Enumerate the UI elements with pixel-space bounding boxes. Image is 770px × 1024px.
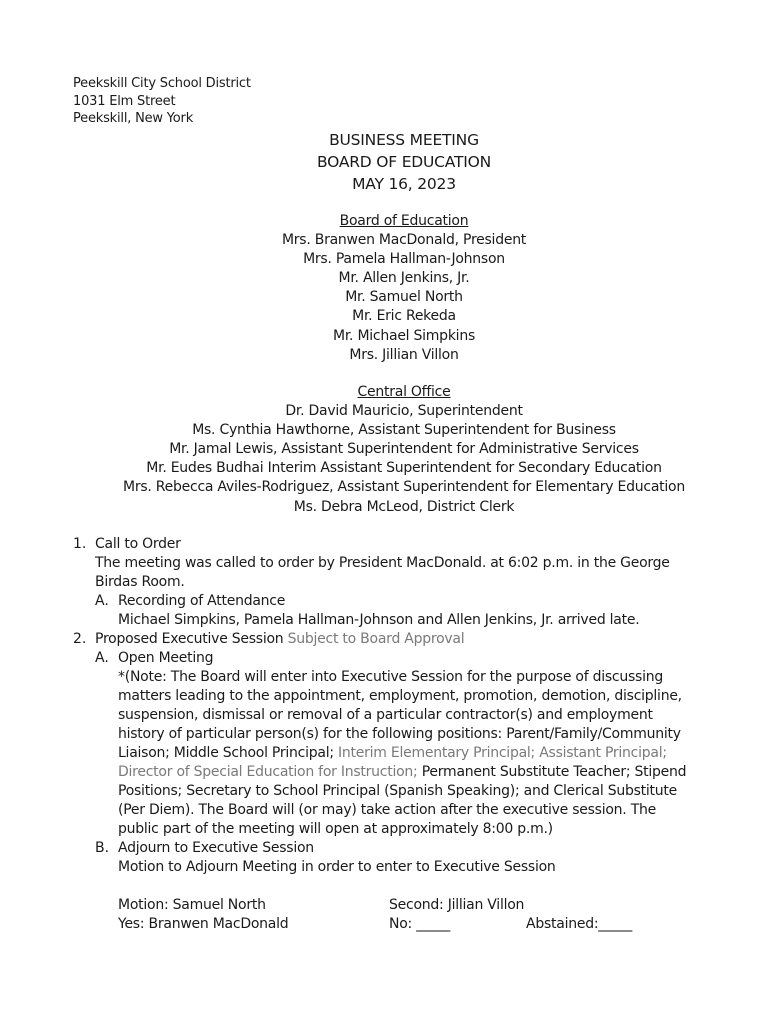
board-heading: Board of Education (339, 213, 469, 229)
motion-second: Second: Jillian Villon (389, 897, 525, 913)
board-member: Mrs. Branwen MacDonald, President (281, 232, 527, 249)
executive-session-note-line (118, 763, 686, 782)
item-1-number: 1. (73, 536, 87, 552)
district-name: Peekskill City School District (73, 76, 251, 91)
district-city: Peekskill, New York (73, 111, 194, 126)
executive-session-note-line: *(Note: The Board will enter into Executive Session for the purpose of discussing (118, 669, 663, 685)
item-2b-title: Adjourn to Executive Session (118, 840, 314, 856)
district-street: 1031 Elm Street (73, 93, 176, 109)
executive-session-note-line: suspension, dismissal or removal of a particular contractor(s) and employment (118, 707, 653, 723)
item-2b-text: Motion to Adjourn Meeting in order to enter to Executive Session (118, 859, 556, 875)
item-2a-title: Open Meeting (118, 650, 214, 666)
item-1a-text: Michael Simpkins, Pamela Hallman-Johnson and Allen Jenkins, Jr. arrived late. (118, 612, 640, 628)
board-member: Mrs. Jillian Villon (349, 346, 459, 363)
board-member: Mrs. Pamela Hallman-Johnson (303, 251, 505, 268)
note-segment: Permanent Substitute Teacher; Stipend (421, 764, 687, 780)
item-2-approval-note: Subject to Board Approval (287, 631, 465, 647)
meeting-date: MAY 16, 2023 (352, 175, 456, 193)
item-1-text: Birdas Room. (95, 574, 185, 590)
executive-session-note-line: matters leading to the appointment, employment, promotion, demotion, discipline, (118, 688, 682, 704)
item-2-title: Proposed Executive Session (95, 631, 284, 647)
note-segment: Liaison; Middle School Principal; (118, 745, 339, 761)
meeting-title-block (0, 129, 770, 195)
item-2-heading (95, 630, 464, 649)
item-1a-letter: A. (95, 593, 109, 609)
central-office-member: Mr. Jamal Lewis, Assistant Superintendent for Administrative Services (169, 441, 639, 458)
item-2-number: 2. (73, 631, 87, 647)
central-office-member: Ms. Debra McLeod, District Clerk (293, 498, 515, 515)
meeting-type: BUSINESS MEETING (329, 131, 479, 149)
central-office-roster (0, 383, 770, 517)
vote-yes: Yes: Branwen MacDonald (118, 916, 289, 932)
central-office-member: Dr. David Mauricio, Superintendent (285, 403, 523, 420)
board-member: Mr. Allen Jenkins, Jr. (338, 270, 470, 287)
item-1-text: The meeting was called to order by President MacDonald. at 6:02 p.m. in the George (95, 555, 670, 571)
vote-abstained: Abstained:_____ (526, 916, 633, 932)
note-segment-muted: Interim Elementary Principal; Assistant Principal; (338, 745, 667, 761)
board-member: Mr. Michael Simpkins (333, 327, 475, 344)
executive-session-note-line: history of particular person(s) for the following positions: Parent/Family/Community (118, 726, 681, 742)
board-roster (0, 212, 770, 365)
board-member: Mr. Eric Rekeda (352, 308, 456, 325)
item-2b-letter: B. (95, 840, 110, 856)
item-1a-title: Recording of Attendance (118, 593, 286, 609)
note-segment-muted: Director of Special Education for Instruction; (118, 764, 422, 780)
central-office-member: Mrs. Rebecca Aviles-Rodriguez, Assistant Superintendent for Elementary Education (123, 479, 685, 496)
executive-session-note-line: (Per Diem). The Board will (or may) take action after the executive session. The (118, 802, 656, 818)
executive-session-note-line (118, 744, 667, 763)
central-office-member: Ms. Cynthia Hawthorne, Assistant Superintendent for Business (192, 422, 616, 439)
motion-by: Motion: Samuel North (118, 897, 266, 913)
item-1-title: Call to Order (95, 536, 181, 552)
vote-no: No: _____ (389, 916, 450, 932)
executive-session-note-line: Positions; Secretary to School Principal (Spanish Speaking); and Clerical Substitute (118, 783, 677, 799)
central-office-member: Mr. Eudes Budhai Interim Assistant Superintendent for Secondary Education (146, 460, 662, 477)
executive-session-note-line: public part of the meeting will open at approximately 8:00 p.m.) (118, 821, 553, 837)
district-address (73, 75, 251, 128)
board-member: Mr. Samuel North (345, 289, 463, 306)
item-2a-letter: A. (95, 650, 109, 666)
central-office-heading: Central Office (357, 384, 451, 400)
meeting-body: BOARD OF EDUCATION (316, 153, 492, 171)
